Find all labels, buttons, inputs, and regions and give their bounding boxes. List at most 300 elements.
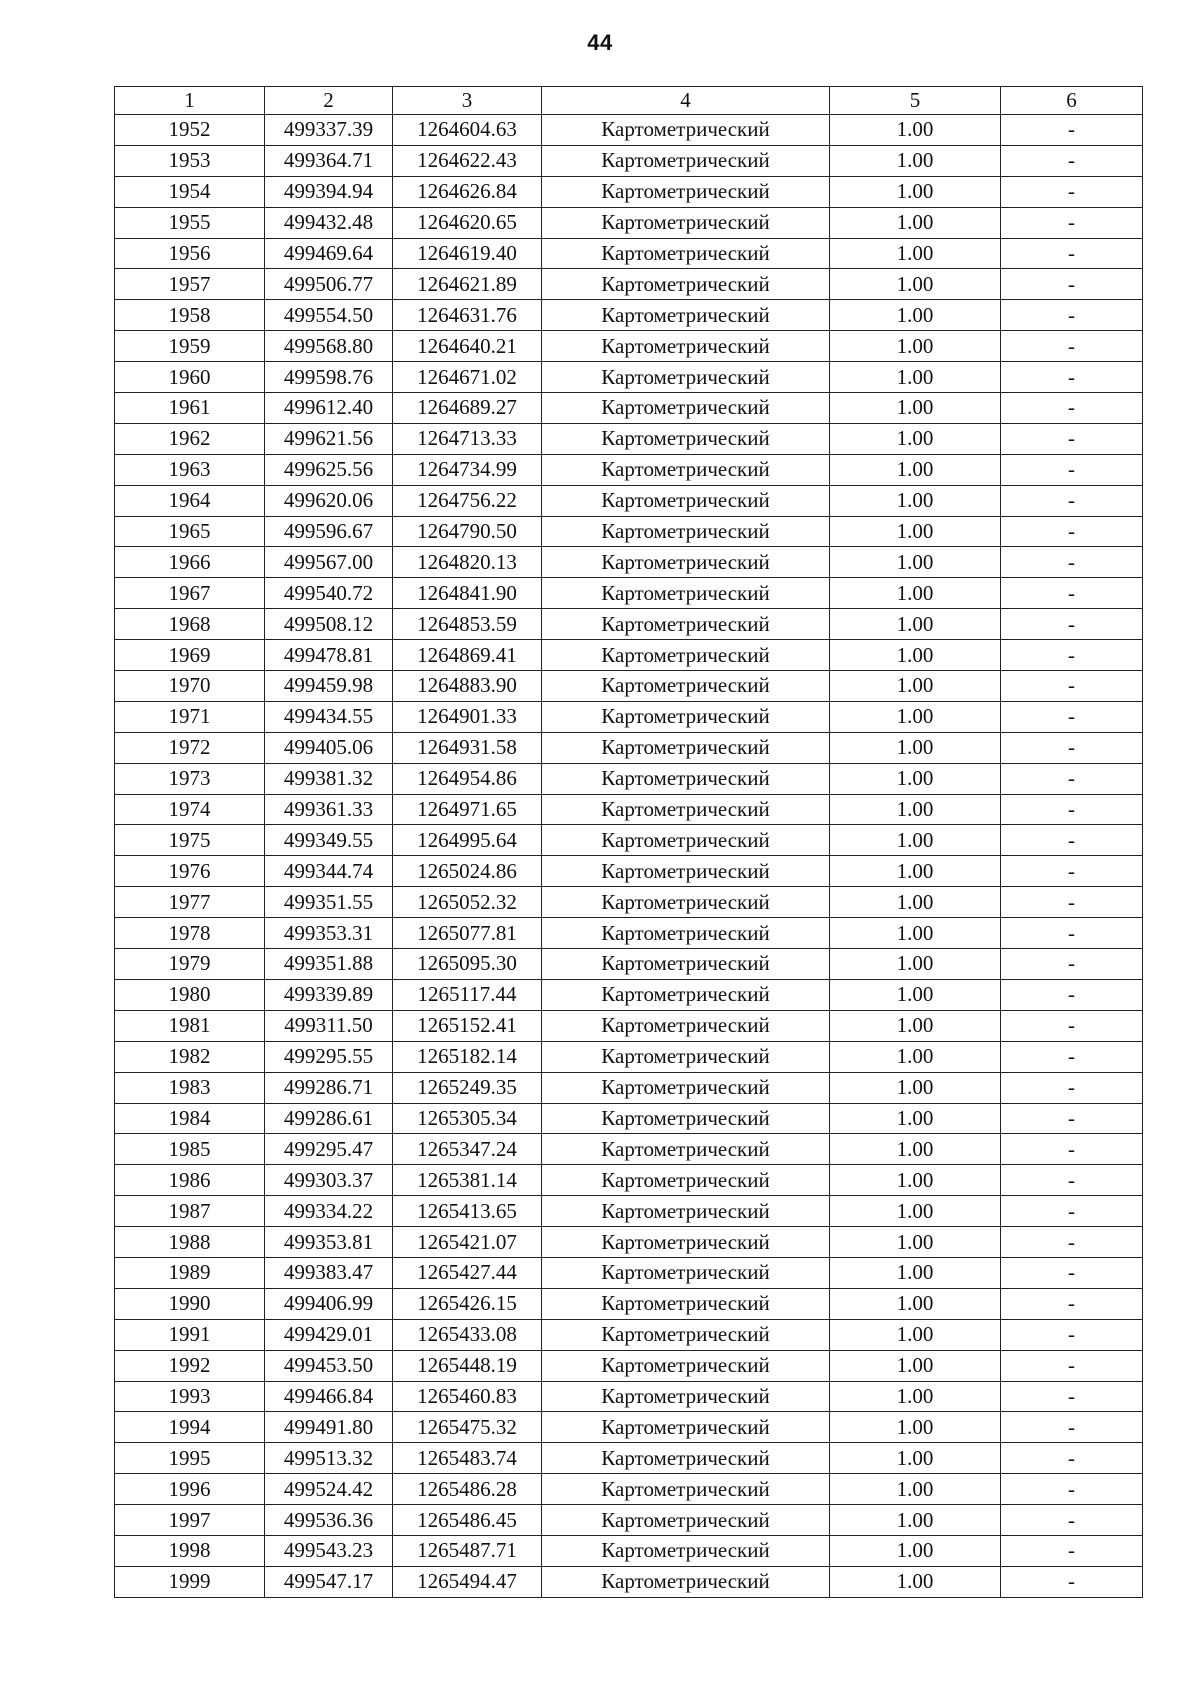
method-cell: Картометрический bbox=[542, 269, 830, 300]
note-cell: - bbox=[1001, 238, 1143, 269]
x-coordinate-cell: 499353.81 bbox=[265, 1227, 393, 1258]
note-cell: - bbox=[1001, 207, 1143, 238]
table-row bbox=[115, 1134, 1143, 1165]
x-coordinate-cell: 499524.42 bbox=[265, 1474, 393, 1505]
note-cell: - bbox=[1001, 640, 1143, 671]
note-cell: - bbox=[1001, 145, 1143, 176]
method-cell: Картометрический bbox=[542, 1412, 830, 1443]
accuracy-cell: 1.00 bbox=[830, 671, 1001, 702]
note-cell: - bbox=[1001, 887, 1143, 918]
table-row bbox=[115, 1566, 1143, 1597]
point-number-cell: 1965 bbox=[115, 516, 265, 547]
point-number-cell: 1984 bbox=[115, 1103, 265, 1134]
method-cell: Картометрический bbox=[542, 1505, 830, 1536]
x-coordinate-cell: 499459.98 bbox=[265, 671, 393, 702]
method-cell: Картометрический bbox=[542, 238, 830, 269]
method-cell: Картометрический bbox=[542, 1443, 830, 1474]
accuracy-cell: 1.00 bbox=[830, 207, 1001, 238]
method-cell: Картометрический bbox=[542, 794, 830, 825]
method-cell: Картометрический bbox=[542, 1566, 830, 1597]
table-row bbox=[115, 732, 1143, 763]
y-coordinate-cell: 1265483.74 bbox=[393, 1443, 542, 1474]
y-coordinate-cell: 1265486.45 bbox=[393, 1505, 542, 1536]
method-cell: Картометрический bbox=[542, 856, 830, 887]
table-row bbox=[115, 362, 1143, 393]
method-cell: Картометрический bbox=[542, 1474, 830, 1505]
y-coordinate-cell: 1265475.32 bbox=[393, 1412, 542, 1443]
table-row bbox=[115, 1319, 1143, 1350]
point-number-cell: 1972 bbox=[115, 732, 265, 763]
note-cell: - bbox=[1001, 825, 1143, 856]
y-coordinate-cell: 1264931.58 bbox=[393, 732, 542, 763]
accuracy-cell: 1.00 bbox=[830, 609, 1001, 640]
coordinates-table bbox=[114, 86, 1143, 1598]
y-coordinate-cell: 1264883.90 bbox=[393, 671, 542, 702]
note-cell: - bbox=[1001, 547, 1143, 578]
table-row bbox=[115, 578, 1143, 609]
point-number-cell: 1956 bbox=[115, 238, 265, 269]
method-cell: Картометрический bbox=[542, 701, 830, 732]
x-coordinate-cell: 499432.48 bbox=[265, 207, 393, 238]
accuracy-cell: 1.00 bbox=[830, 300, 1001, 331]
x-coordinate-cell: 499311.50 bbox=[265, 1010, 393, 1041]
method-cell: Картометрический bbox=[542, 454, 830, 485]
method-cell: Картометрический bbox=[542, 145, 830, 176]
table-row bbox=[115, 1535, 1143, 1566]
point-number-cell: 1952 bbox=[115, 115, 265, 146]
point-number-cell: 1960 bbox=[115, 362, 265, 393]
note-cell: - bbox=[1001, 918, 1143, 949]
y-coordinate-cell: 1265249.35 bbox=[393, 1072, 542, 1103]
y-coordinate-cell: 1264619.40 bbox=[393, 238, 542, 269]
accuracy-cell: 1.00 bbox=[830, 578, 1001, 609]
note-cell: - bbox=[1001, 701, 1143, 732]
note-cell: - bbox=[1001, 1134, 1143, 1165]
x-coordinate-cell: 499286.61 bbox=[265, 1103, 393, 1134]
table-row bbox=[115, 1041, 1143, 1072]
y-coordinate-cell: 1265095.30 bbox=[393, 949, 542, 980]
accuracy-cell: 1.00 bbox=[830, 1196, 1001, 1227]
y-coordinate-cell: 1264671.02 bbox=[393, 362, 542, 393]
accuracy-cell: 1.00 bbox=[830, 1566, 1001, 1597]
accuracy-cell: 1.00 bbox=[830, 331, 1001, 362]
method-cell: Картометрический bbox=[542, 578, 830, 609]
x-coordinate-cell: 499513.32 bbox=[265, 1443, 393, 1474]
accuracy-cell: 1.00 bbox=[830, 979, 1001, 1010]
accuracy-cell: 1.00 bbox=[830, 1319, 1001, 1350]
x-coordinate-cell: 499364.71 bbox=[265, 145, 393, 176]
y-coordinate-cell: 1264626.84 bbox=[393, 176, 542, 207]
point-number-cell: 1973 bbox=[115, 763, 265, 794]
accuracy-cell: 1.00 bbox=[830, 1010, 1001, 1041]
point-number-cell: 1983 bbox=[115, 1072, 265, 1103]
method-cell: Картометрический bbox=[542, 1227, 830, 1258]
point-number-cell: 1991 bbox=[115, 1319, 265, 1350]
table-row bbox=[115, 794, 1143, 825]
note-cell: - bbox=[1001, 856, 1143, 887]
x-coordinate-cell: 499596.67 bbox=[265, 516, 393, 547]
y-coordinate-cell: 1265433.08 bbox=[393, 1319, 542, 1350]
point-number-cell: 1971 bbox=[115, 701, 265, 732]
note-cell: - bbox=[1001, 454, 1143, 485]
point-number-cell: 1979 bbox=[115, 949, 265, 980]
accuracy-cell: 1.00 bbox=[830, 238, 1001, 269]
accuracy-cell: 1.00 bbox=[830, 485, 1001, 516]
x-coordinate-cell: 499536.36 bbox=[265, 1505, 393, 1536]
x-coordinate-cell: 499568.80 bbox=[265, 331, 393, 362]
table-row bbox=[115, 1505, 1143, 1536]
y-coordinate-cell: 1265305.34 bbox=[393, 1103, 542, 1134]
y-coordinate-cell: 1265152.41 bbox=[393, 1010, 542, 1041]
method-cell: Картометрический bbox=[542, 1072, 830, 1103]
x-coordinate-cell: 499625.56 bbox=[265, 454, 393, 485]
x-coordinate-cell: 499303.37 bbox=[265, 1165, 393, 1196]
y-coordinate-cell: 1264841.90 bbox=[393, 578, 542, 609]
y-coordinate-cell: 1265182.14 bbox=[393, 1041, 542, 1072]
x-coordinate-cell: 499381.32 bbox=[265, 763, 393, 794]
method-cell: Картометрический bbox=[542, 516, 830, 547]
x-coordinate-cell: 499612.40 bbox=[265, 393, 393, 424]
point-number-cell: 1987 bbox=[115, 1196, 265, 1227]
accuracy-cell: 1.00 bbox=[830, 1165, 1001, 1196]
x-coordinate-cell: 499508.12 bbox=[265, 609, 393, 640]
table-row bbox=[115, 1165, 1143, 1196]
point-number-cell: 1970 bbox=[115, 671, 265, 702]
x-coordinate-cell: 499453.50 bbox=[265, 1350, 393, 1381]
x-coordinate-cell: 499543.23 bbox=[265, 1535, 393, 1566]
note-cell: - bbox=[1001, 979, 1143, 1010]
column-header-4: 4 bbox=[542, 87, 830, 115]
method-cell: Картометрический bbox=[542, 1257, 830, 1288]
accuracy-cell: 1.00 bbox=[830, 1474, 1001, 1505]
x-coordinate-cell: 499567.00 bbox=[265, 547, 393, 578]
y-coordinate-cell: 1265448.19 bbox=[393, 1350, 542, 1381]
point-number-cell: 1997 bbox=[115, 1505, 265, 1536]
x-coordinate-cell: 499466.84 bbox=[265, 1381, 393, 1412]
accuracy-cell: 1.00 bbox=[830, 1350, 1001, 1381]
table-row bbox=[115, 763, 1143, 794]
point-number-cell: 1995 bbox=[115, 1443, 265, 1474]
accuracy-cell: 1.00 bbox=[830, 640, 1001, 671]
point-number-cell: 1967 bbox=[115, 578, 265, 609]
x-coordinate-cell: 499478.81 bbox=[265, 640, 393, 671]
y-coordinate-cell: 1265117.44 bbox=[393, 979, 542, 1010]
x-coordinate-cell: 499351.88 bbox=[265, 949, 393, 980]
note-cell: - bbox=[1001, 1350, 1143, 1381]
note-cell: - bbox=[1001, 485, 1143, 516]
y-coordinate-cell: 1264640.21 bbox=[393, 331, 542, 362]
x-coordinate-cell: 499349.55 bbox=[265, 825, 393, 856]
method-cell: Картометрический bbox=[542, 609, 830, 640]
note-cell: - bbox=[1001, 1072, 1143, 1103]
accuracy-cell: 1.00 bbox=[830, 269, 1001, 300]
point-number-cell: 1982 bbox=[115, 1041, 265, 1072]
method-cell: Картометрический bbox=[542, 485, 830, 516]
point-number-cell: 1998 bbox=[115, 1535, 265, 1566]
point-number-cell: 1989 bbox=[115, 1257, 265, 1288]
accuracy-cell: 1.00 bbox=[830, 1257, 1001, 1288]
table-row bbox=[115, 1350, 1143, 1381]
x-coordinate-cell: 499351.55 bbox=[265, 887, 393, 918]
table-row bbox=[115, 454, 1143, 485]
y-coordinate-cell: 1264790.50 bbox=[393, 516, 542, 547]
x-coordinate-cell: 499295.55 bbox=[265, 1041, 393, 1072]
note-cell: - bbox=[1001, 1443, 1143, 1474]
y-coordinate-cell: 1265427.44 bbox=[393, 1257, 542, 1288]
note-cell: - bbox=[1001, 671, 1143, 702]
page-number: 44 bbox=[587, 30, 613, 55]
accuracy-cell: 1.00 bbox=[830, 887, 1001, 918]
table-row bbox=[115, 1010, 1143, 1041]
accuracy-cell: 1.00 bbox=[830, 1288, 1001, 1319]
method-cell: Картометрический bbox=[542, 732, 830, 763]
method-cell: Картометрический bbox=[542, 979, 830, 1010]
table-row bbox=[115, 1196, 1143, 1227]
accuracy-cell: 1.00 bbox=[830, 1443, 1001, 1474]
table-row bbox=[115, 393, 1143, 424]
accuracy-cell: 1.00 bbox=[830, 423, 1001, 454]
point-number-cell: 1985 bbox=[115, 1134, 265, 1165]
x-coordinate-cell: 499491.80 bbox=[265, 1412, 393, 1443]
y-coordinate-cell: 1265421.07 bbox=[393, 1227, 542, 1258]
y-coordinate-cell: 1265460.83 bbox=[393, 1381, 542, 1412]
point-number-cell: 1974 bbox=[115, 794, 265, 825]
column-header-1: 1 bbox=[115, 87, 265, 115]
note-cell: - bbox=[1001, 176, 1143, 207]
y-coordinate-cell: 1265024.86 bbox=[393, 856, 542, 887]
accuracy-cell: 1.00 bbox=[830, 1505, 1001, 1536]
point-number-cell: 1961 bbox=[115, 393, 265, 424]
y-coordinate-cell: 1264604.63 bbox=[393, 115, 542, 146]
x-coordinate-cell: 499286.71 bbox=[265, 1072, 393, 1103]
table-row bbox=[115, 918, 1143, 949]
accuracy-cell: 1.00 bbox=[830, 362, 1001, 393]
method-cell: Картометрический bbox=[542, 547, 830, 578]
accuracy-cell: 1.00 bbox=[830, 856, 1001, 887]
note-cell: - bbox=[1001, 1257, 1143, 1288]
point-number-cell: 1988 bbox=[115, 1227, 265, 1258]
method-cell: Картометрический bbox=[542, 1103, 830, 1134]
table-row bbox=[115, 1072, 1143, 1103]
table-row bbox=[115, 1381, 1143, 1412]
note-cell: - bbox=[1001, 300, 1143, 331]
accuracy-cell: 1.00 bbox=[830, 547, 1001, 578]
y-coordinate-cell: 1264853.59 bbox=[393, 609, 542, 640]
accuracy-cell: 1.00 bbox=[830, 825, 1001, 856]
note-cell: - bbox=[1001, 423, 1143, 454]
x-coordinate-cell: 499540.72 bbox=[265, 578, 393, 609]
table-row bbox=[115, 1288, 1143, 1319]
note-cell: - bbox=[1001, 763, 1143, 794]
note-cell: - bbox=[1001, 1103, 1143, 1134]
table-row bbox=[115, 1412, 1143, 1443]
method-cell: Картометрический bbox=[542, 115, 830, 146]
table-row bbox=[115, 1103, 1143, 1134]
table-row bbox=[115, 640, 1143, 671]
method-cell: Картометрический bbox=[542, 949, 830, 980]
method-cell: Картометрический bbox=[542, 393, 830, 424]
method-cell: Картометрический bbox=[542, 176, 830, 207]
y-coordinate-cell: 1264901.33 bbox=[393, 701, 542, 732]
y-coordinate-cell: 1264620.65 bbox=[393, 207, 542, 238]
accuracy-cell: 1.00 bbox=[830, 516, 1001, 547]
table-row bbox=[115, 516, 1143, 547]
note-cell: - bbox=[1001, 732, 1143, 763]
x-coordinate-cell: 499429.01 bbox=[265, 1319, 393, 1350]
table-row bbox=[115, 949, 1143, 980]
table-row bbox=[115, 547, 1143, 578]
table-row bbox=[115, 176, 1143, 207]
method-cell: Картометрический bbox=[542, 1381, 830, 1412]
table-row bbox=[115, 423, 1143, 454]
method-cell: Картометрический bbox=[542, 362, 830, 393]
x-coordinate-cell: 499405.06 bbox=[265, 732, 393, 763]
accuracy-cell: 1.00 bbox=[830, 176, 1001, 207]
table-row bbox=[115, 145, 1143, 176]
accuracy-cell: 1.00 bbox=[830, 1227, 1001, 1258]
y-coordinate-cell: 1264622.43 bbox=[393, 145, 542, 176]
note-cell: - bbox=[1001, 609, 1143, 640]
table-row bbox=[115, 300, 1143, 331]
y-coordinate-cell: 1264713.33 bbox=[393, 423, 542, 454]
note-cell: - bbox=[1001, 1566, 1143, 1597]
method-cell: Картометрический bbox=[542, 1319, 830, 1350]
y-coordinate-cell: 1264631.76 bbox=[393, 300, 542, 331]
method-cell: Картометрический bbox=[542, 1535, 830, 1566]
note-cell: - bbox=[1001, 578, 1143, 609]
note-cell: - bbox=[1001, 516, 1143, 547]
table-row bbox=[115, 701, 1143, 732]
accuracy-cell: 1.00 bbox=[830, 1381, 1001, 1412]
point-number-cell: 1959 bbox=[115, 331, 265, 362]
note-cell: - bbox=[1001, 1196, 1143, 1227]
note-cell: - bbox=[1001, 331, 1143, 362]
table-row bbox=[115, 269, 1143, 300]
note-cell: - bbox=[1001, 393, 1143, 424]
y-coordinate-cell: 1264971.65 bbox=[393, 794, 542, 825]
point-number-cell: 1958 bbox=[115, 300, 265, 331]
point-number-cell: 1994 bbox=[115, 1412, 265, 1443]
column-header-2: 2 bbox=[265, 87, 393, 115]
note-cell: - bbox=[1001, 1381, 1143, 1412]
point-number-cell: 1964 bbox=[115, 485, 265, 516]
accuracy-cell: 1.00 bbox=[830, 949, 1001, 980]
point-number-cell: 1962 bbox=[115, 423, 265, 454]
y-coordinate-cell: 1265052.32 bbox=[393, 887, 542, 918]
y-coordinate-cell: 1265486.28 bbox=[393, 1474, 542, 1505]
method-cell: Картометрический bbox=[542, 918, 830, 949]
y-coordinate-cell: 1265347.24 bbox=[393, 1134, 542, 1165]
note-cell: - bbox=[1001, 1319, 1143, 1350]
table-row bbox=[115, 1474, 1143, 1505]
accuracy-cell: 1.00 bbox=[830, 763, 1001, 794]
accuracy-cell: 1.00 bbox=[830, 454, 1001, 485]
note-cell: - bbox=[1001, 115, 1143, 146]
x-coordinate-cell: 499621.56 bbox=[265, 423, 393, 454]
method-cell: Картометрический bbox=[542, 1041, 830, 1072]
method-cell: Картометрический bbox=[542, 207, 830, 238]
accuracy-cell: 1.00 bbox=[830, 145, 1001, 176]
note-cell: - bbox=[1001, 1165, 1143, 1196]
method-cell: Картометрический bbox=[542, 671, 830, 702]
table-row bbox=[115, 1227, 1143, 1258]
note-cell: - bbox=[1001, 1535, 1143, 1566]
y-coordinate-cell: 1265381.14 bbox=[393, 1165, 542, 1196]
method-cell: Картометрический bbox=[542, 423, 830, 454]
table-row bbox=[115, 331, 1143, 362]
y-coordinate-cell: 1265494.47 bbox=[393, 1566, 542, 1597]
note-cell: - bbox=[1001, 794, 1143, 825]
header-row bbox=[115, 87, 1143, 115]
accuracy-cell: 1.00 bbox=[830, 701, 1001, 732]
accuracy-cell: 1.00 bbox=[830, 1412, 1001, 1443]
method-cell: Картометрический bbox=[542, 331, 830, 362]
method-cell: Картометрический bbox=[542, 763, 830, 794]
method-cell: Картометрический bbox=[542, 1010, 830, 1041]
point-number-cell: 1954 bbox=[115, 176, 265, 207]
point-number-cell: 1963 bbox=[115, 454, 265, 485]
point-number-cell: 1990 bbox=[115, 1288, 265, 1319]
y-coordinate-cell: 1264820.13 bbox=[393, 547, 542, 578]
point-number-cell: 1969 bbox=[115, 640, 265, 671]
note-cell: - bbox=[1001, 1288, 1143, 1319]
point-number-cell: 1968 bbox=[115, 609, 265, 640]
table-row bbox=[115, 207, 1143, 238]
note-cell: - bbox=[1001, 362, 1143, 393]
point-number-cell: 1953 bbox=[115, 145, 265, 176]
x-coordinate-cell: 499394.94 bbox=[265, 176, 393, 207]
accuracy-cell: 1.00 bbox=[830, 1535, 1001, 1566]
method-cell: Картометрический bbox=[542, 1165, 830, 1196]
accuracy-cell: 1.00 bbox=[830, 918, 1001, 949]
accuracy-cell: 1.00 bbox=[830, 732, 1001, 763]
y-coordinate-cell: 1265487.71 bbox=[393, 1535, 542, 1566]
x-coordinate-cell: 499598.76 bbox=[265, 362, 393, 393]
x-coordinate-cell: 499383.47 bbox=[265, 1257, 393, 1288]
x-coordinate-cell: 499547.17 bbox=[265, 1566, 393, 1597]
x-coordinate-cell: 499361.33 bbox=[265, 794, 393, 825]
y-coordinate-cell: 1264756.22 bbox=[393, 485, 542, 516]
column-header-6: 6 bbox=[1001, 87, 1143, 115]
x-coordinate-cell: 499334.22 bbox=[265, 1196, 393, 1227]
point-number-cell: 1966 bbox=[115, 547, 265, 578]
x-coordinate-cell: 499434.55 bbox=[265, 701, 393, 732]
y-coordinate-cell: 1264689.27 bbox=[393, 393, 542, 424]
point-number-cell: 1996 bbox=[115, 1474, 265, 1505]
point-number-cell: 1999 bbox=[115, 1566, 265, 1597]
method-cell: Картометрический bbox=[542, 1196, 830, 1227]
accuracy-cell: 1.00 bbox=[830, 1103, 1001, 1134]
table-row bbox=[115, 671, 1143, 702]
table-row bbox=[115, 825, 1143, 856]
note-cell: - bbox=[1001, 1010, 1143, 1041]
table-row bbox=[115, 115, 1143, 146]
point-number-cell: 1986 bbox=[115, 1165, 265, 1196]
x-coordinate-cell: 499295.47 bbox=[265, 1134, 393, 1165]
y-coordinate-cell: 1265413.65 bbox=[393, 1196, 542, 1227]
table-row bbox=[115, 1443, 1143, 1474]
note-cell: - bbox=[1001, 1412, 1143, 1443]
point-number-cell: 1977 bbox=[115, 887, 265, 918]
method-cell: Картометрический bbox=[542, 1288, 830, 1319]
method-cell: Картометрический bbox=[542, 640, 830, 671]
x-coordinate-cell: 499554.50 bbox=[265, 300, 393, 331]
point-number-cell: 1978 bbox=[115, 918, 265, 949]
table-row bbox=[115, 887, 1143, 918]
note-cell: - bbox=[1001, 269, 1143, 300]
table-row bbox=[115, 856, 1143, 887]
method-cell: Картометрический bbox=[542, 887, 830, 918]
